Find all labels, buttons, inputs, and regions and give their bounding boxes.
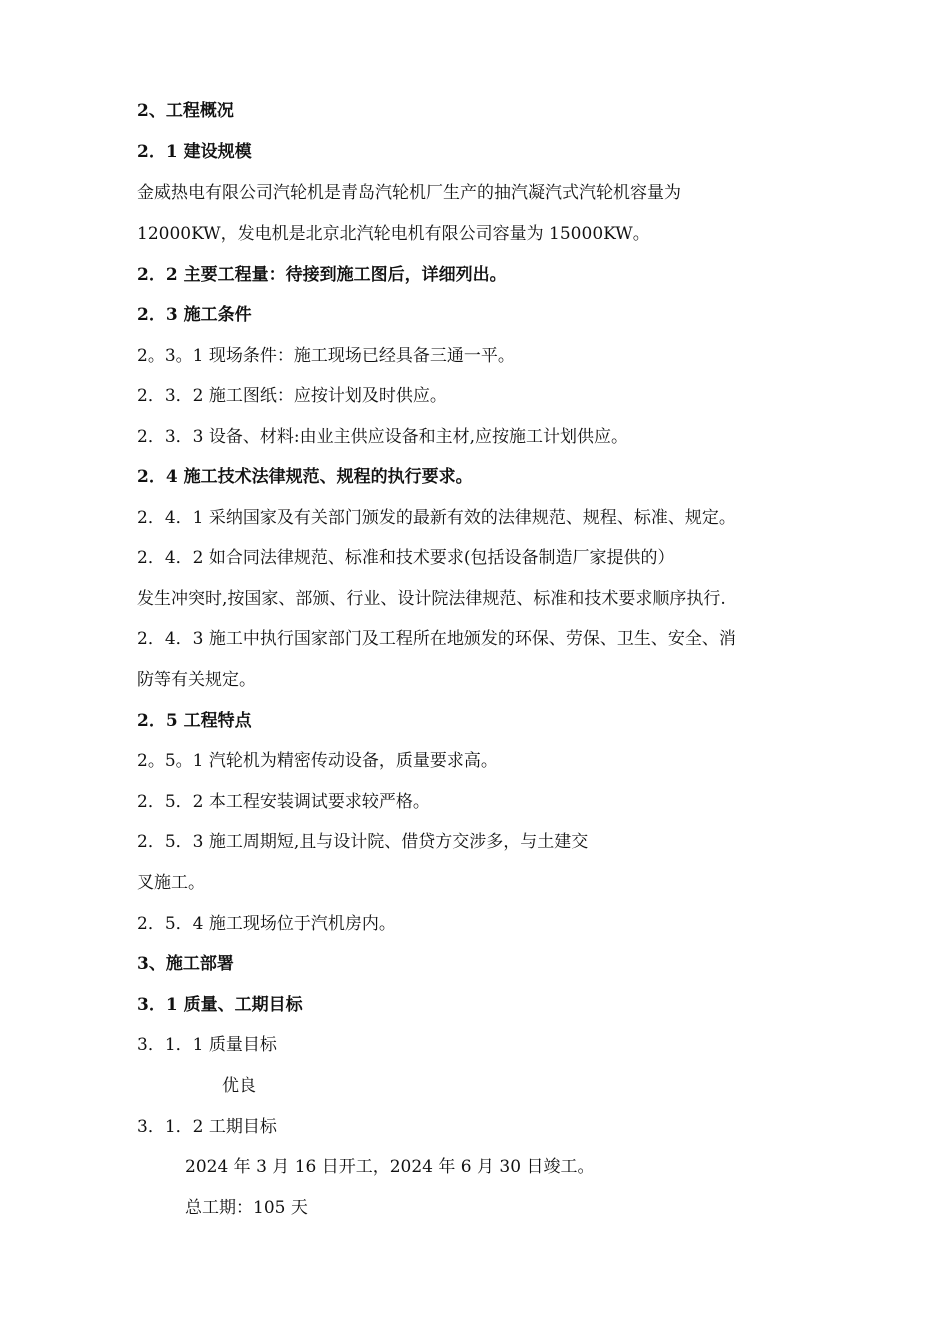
paragraph-scale-line-2: 12000KW，发电机是北京北汽轮电机有限公司容量为 15000KW。 [137,224,650,244]
item-2-5-4: 2．5．4 施工现场位于汽机房内。 [137,914,396,934]
heading-2-1-construction-scale: 2．1 建设规模 [137,142,252,162]
item-2-5-3-line-2: 叉施工。 [137,873,205,893]
heading-3-deployment: 3、施工部署 [137,954,234,974]
item-2-4-2-line-2: 发生冲突时,按国家、部颁、行业、设计院法律规范、标准和技术要求顺序执行. [137,589,726,609]
item-2-3-1: 2。3。1 现场条件：施工现场已经具备三通一平。 [137,346,515,366]
heading-2-5-characteristics: 2．5 工程特点 [137,711,252,731]
total-duration: 总工期：105 天 [185,1198,308,1218]
item-3-1-1-quality-target: 3．1．1 质量目标 [137,1035,277,1055]
quality-target-value: 优良 [222,1076,256,1096]
paragraph-scale-line-1: 金威热电有限公司汽轮机是青岛汽轮机厂生产的抽汽凝汽式汽轮机容量为 [137,183,681,203]
schedule-dates: 2024 年 3 月 16 日开工，2024 年 6 月 30 日竣工。 [185,1157,595,1177]
item-2-4-3-line-2: 防等有关规定。 [137,670,256,690]
heading-2-3-conditions: 2．3 施工条件 [137,305,252,325]
item-2-5-1: 2。5。1 汽轮机为精密传动设备，质量要求高。 [137,751,498,771]
heading-2-4-regulations: 2．4 施工技术法律规范、规程的执行要求。 [137,467,473,487]
item-2-5-3-line-1: 2．5．3 施工周期短,且与设计院、借贷方交涉多，与土建交 [137,832,589,852]
item-3-1-2-schedule-target: 3．1．2 工期目标 [137,1117,277,1137]
item-2-3-2: 2．3．2 施工图纸：应按计划及时供应。 [137,386,447,406]
item-2-4-3-line-1: 2．4．3 施工中执行国家部门及工程所在地颁发的环保、劳保、卫生、安全、消 [137,629,736,649]
heading-2-2-main-quantities: 2．2 主要工程量：待接到施工图后，详细列出。 [137,265,507,285]
heading-3-1-targets: 3．1 质量、工期目标 [137,995,303,1015]
heading-2-project-overview: 2、工程概况 [137,101,234,121]
item-2-5-2: 2．5．2 本工程安装调试要求较严格。 [137,792,430,812]
item-2-4-1: 2．4．1 采纳国家及有关部门颁发的最新有效的法律规范、规程、标准、规定。 [137,508,736,528]
item-2-4-2-line-1: 2．4．2 如合同法律规范、标准和技术要求(包括设备制造厂家提供的） [137,548,675,568]
item-2-3-3: 2．3．3 设备、材料:由业主供应设备和主材,应按施工计划供应。 [137,427,628,447]
